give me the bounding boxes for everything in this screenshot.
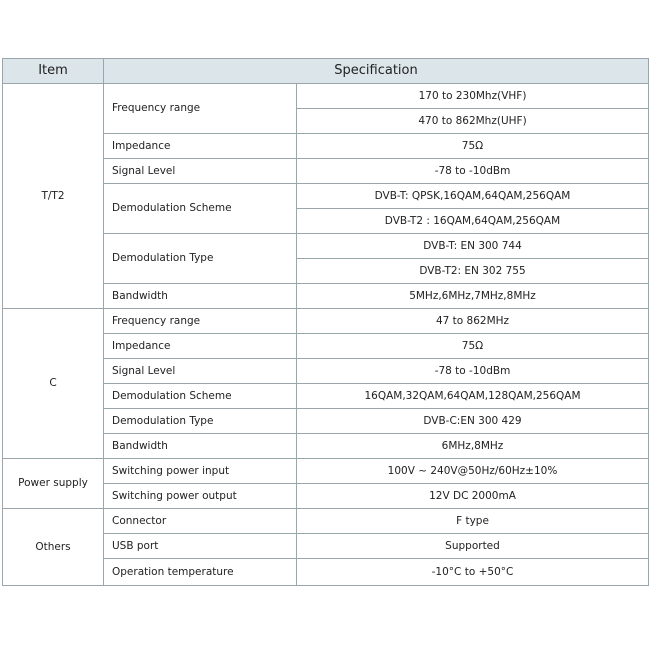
row-value: -10°C to +50°C (297, 559, 649, 586)
row-label: Frequency range (104, 84, 297, 134)
row-value: -78 to -10dBm (297, 359, 649, 384)
row-value: 470 to 862Mhz(UHF) (297, 109, 649, 134)
row-value: 6MHz,8MHz (297, 434, 649, 459)
row-value: F type (297, 509, 649, 534)
group-label-c: C (3, 309, 104, 459)
row-label: Demodulation Scheme (104, 384, 297, 409)
row-value: DVB-T: EN 300 744 (297, 234, 649, 259)
row-value: DVB-T2: EN 302 755 (297, 259, 649, 284)
header-specification: Specification (104, 59, 649, 84)
header-item: Item (3, 59, 104, 84)
row-label: Connector (104, 509, 297, 534)
row-label: Signal Level (104, 159, 297, 184)
group-label-power: Power supply (3, 459, 104, 509)
row-label: Impedance (104, 334, 297, 359)
row-label: Signal Level (104, 359, 297, 384)
row-label: Impedance (104, 134, 297, 159)
table-row (3, 509, 649, 534)
row-value: 16QAM,32QAM,64QAM,128QAM,256QAM (297, 384, 649, 409)
row-label: Frequency range (104, 309, 297, 334)
row-value: Supported (297, 534, 649, 559)
row-label: USB port (104, 534, 297, 559)
row-label: Switching power input (104, 459, 297, 484)
row-value: DVB-T2 : 16QAM,64QAM,256QAM (297, 209, 649, 234)
row-value: DVB-C:EN 300 429 (297, 409, 649, 434)
row-label: Demodulation Type (104, 234, 297, 284)
row-label: Bandwidth (104, 284, 297, 309)
row-value: 12V DC 2000mA (297, 484, 649, 509)
table-header-row (3, 59, 649, 84)
table-row (3, 459, 649, 484)
row-value: 47 to 862MHz (297, 309, 649, 334)
table-row (3, 84, 649, 109)
row-value: 100V ~ 240V@50Hz/60Hz±10% (297, 459, 649, 484)
group-label-others: Others (3, 509, 104, 586)
row-label: Demodulation Type (104, 409, 297, 434)
row-label: Operation temperature (104, 559, 297, 586)
row-label: Bandwidth (104, 434, 297, 459)
row-value: DVB-T: QPSK,16QAM,64QAM,256QAM (297, 184, 649, 209)
row-value: 75Ω (297, 334, 649, 359)
group-label-t2: T/T2 (3, 84, 104, 309)
row-value: 75Ω (297, 134, 649, 159)
row-value: 170 to 230Mhz(VHF) (297, 84, 649, 109)
row-value: 5MHz,6MHz,7MHz,8MHz (297, 284, 649, 309)
specification-table (2, 58, 649, 586)
row-label: Switching power output (104, 484, 297, 509)
row-label: Demodulation Scheme (104, 184, 297, 234)
row-value: -78 to -10dBm (297, 159, 649, 184)
table-row (3, 309, 649, 334)
